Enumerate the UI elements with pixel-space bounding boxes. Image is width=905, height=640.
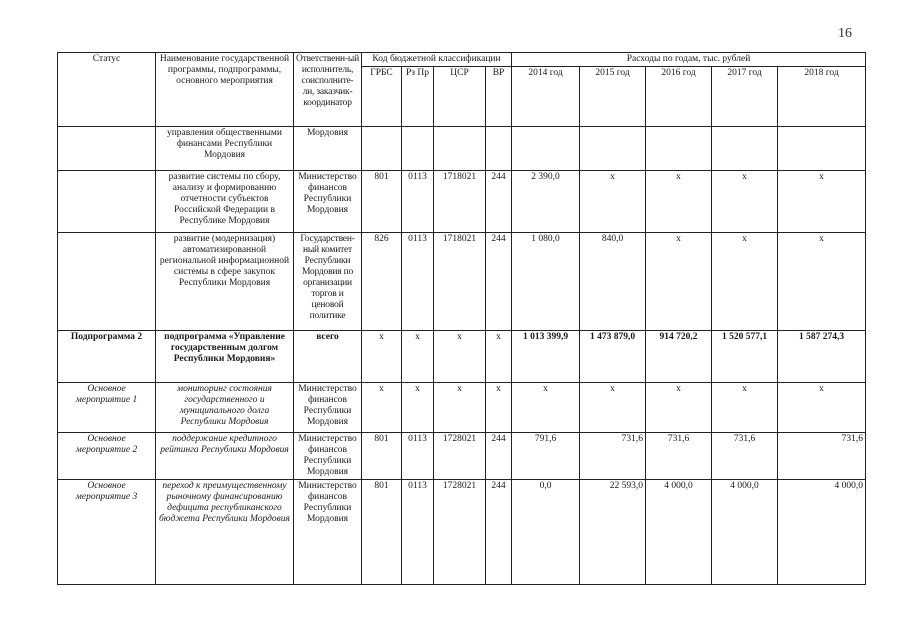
- row-vr: 244: [486, 233, 512, 331]
- row-csr: х: [434, 383, 486, 433]
- row-status: [58, 127, 156, 171]
- row-2014: 791,6: [512, 433, 580, 480]
- row-2015: [580, 127, 646, 171]
- row-csr: 1718021: [434, 233, 486, 331]
- header-year-2014: 2014 год: [512, 67, 580, 127]
- header-year-2015: 2015 год: [580, 67, 646, 127]
- row-2014: 1 080,0: [512, 233, 580, 331]
- row-vr: х: [486, 383, 512, 433]
- table-row: [58, 127, 866, 171]
- row-2017: х: [712, 233, 778, 331]
- header-responsible: Ответственн-ый исполнитель, соисполните-ли, заказчик-координатор: [294, 53, 362, 127]
- row-rzpr: х: [402, 383, 434, 433]
- row-2017: 1 520 577,1: [712, 331, 778, 383]
- row-vr: [486, 127, 512, 171]
- header-expenses: Расходы по годам, тыс. рублей: [512, 53, 866, 67]
- row-name: развитие (модернизация) автоматизированной региональной информационной системы в сфере закупок Республики Мордовия: [156, 233, 294, 331]
- row-grbs: [362, 127, 402, 171]
- row-2017: х: [712, 171, 778, 233]
- row-2016: 4 000,0: [646, 480, 712, 585]
- row-rzpr: х: [402, 331, 434, 383]
- row-grbs: х: [362, 383, 402, 433]
- row-2015: 1 473 879,0: [580, 331, 646, 383]
- row-csr: [434, 127, 486, 171]
- row-2015: х: [580, 383, 646, 433]
- row-vr: х: [486, 331, 512, 383]
- table-row: [58, 233, 866, 331]
- row-responsible: Министерство финансов Республики Мордовия: [294, 433, 362, 480]
- row-vr: 244: [486, 171, 512, 233]
- row-csr: 1728021: [434, 433, 486, 480]
- row-responsible: Министерство финансов Республики Мордовия: [294, 171, 362, 233]
- row-grbs: 801: [362, 433, 402, 480]
- row-2014: 1 013 399,9: [512, 331, 580, 383]
- row-rzpr: 0113: [402, 233, 434, 331]
- table-row: [58, 480, 866, 585]
- row-grbs: х: [362, 331, 402, 383]
- row-grbs: 826: [362, 233, 402, 331]
- row-2014: [512, 127, 580, 171]
- row-2018: 731,6: [778, 433, 866, 480]
- row-name: переход к преимущественному рыночному финансированию дефицита республиканского бюджета Республики Мордовия: [156, 480, 294, 585]
- row-rzpr: 0113: [402, 171, 434, 233]
- header-rzpr: Рз Пр: [402, 67, 434, 127]
- row-2017: х: [712, 383, 778, 433]
- row-rzpr: [402, 127, 434, 171]
- row-2016: х: [646, 383, 712, 433]
- row-status: Основное мероприятие 3: [58, 480, 156, 585]
- row-responsible: Министерство финансов Республики Мордовия: [294, 383, 362, 433]
- row-status: Основное мероприятие 1: [58, 383, 156, 433]
- row-name: подпрограмма «Управление государственным долгом Республики Мордовия»: [156, 331, 294, 383]
- row-csr: 1728021: [434, 480, 486, 585]
- row-status: Подпрограмма 2: [58, 331, 156, 383]
- row-2015: 22 593,0: [580, 480, 646, 585]
- row-2014: 0,0: [512, 480, 580, 585]
- row-name: поддержание кредитного рейтинга Республики Мордовия: [156, 433, 294, 480]
- row-rzpr: 0113: [402, 480, 434, 585]
- row-name: управления общественными финансами Республики Мордовия: [156, 127, 294, 171]
- row-2017: 4 000,0: [712, 480, 778, 585]
- row-2014: 2 390,0: [512, 171, 580, 233]
- row-2018: х: [778, 233, 866, 331]
- row-2016: 731,6: [646, 433, 712, 480]
- row-rzpr: 0113: [402, 433, 434, 480]
- row-2018: 4 000,0: [778, 480, 866, 585]
- row-2017: [712, 127, 778, 171]
- row-name: развитие системы по сбору, анализу и формированию отчетности субъектов Российской Федерации в Республике Мордовия: [156, 171, 294, 233]
- row-vr: 244: [486, 433, 512, 480]
- row-grbs: 801: [362, 171, 402, 233]
- header-grbs: ГРБС: [362, 67, 402, 127]
- row-2016: [646, 127, 712, 171]
- row-2016: 914 720,2: [646, 331, 712, 383]
- row-status: [58, 171, 156, 233]
- row-responsible: Государствен-ный комитет Республики Мордовия по организации торгов и ценовой политике: [294, 233, 362, 331]
- row-2018: [778, 127, 866, 171]
- header-name: Наименование государственной программы, подпрограммы, основного мероприятия: [156, 53, 294, 127]
- row-2014: х: [512, 383, 580, 433]
- row-vr: 244: [486, 480, 512, 585]
- row-grbs: 801: [362, 480, 402, 585]
- row-2018: х: [778, 383, 866, 433]
- row-2018: 1 587 274,3: [778, 331, 866, 383]
- header-vr: ВР: [486, 67, 512, 127]
- row-2015: х: [580, 171, 646, 233]
- row-status: Основное мероприятие 2: [58, 433, 156, 480]
- header-year-2017: 2017 год: [712, 67, 778, 127]
- page-number: 16: [838, 26, 852, 41]
- header-year-2018: 2018 год: [778, 67, 866, 127]
- row-name: мониторинг состояния государственного и муниципального долга Республики Мордовия: [156, 383, 294, 433]
- header-row-1: [58, 53, 866, 67]
- row-2015: 840,0: [580, 233, 646, 331]
- row-status: [58, 233, 156, 331]
- budget-table: [57, 52, 866, 585]
- table-row: [58, 433, 866, 480]
- row-responsible: Министерство финансов Республики Мордовия: [294, 480, 362, 585]
- row-2016: х: [646, 171, 712, 233]
- row-responsible: Мордовия: [294, 127, 362, 171]
- row-responsible: всего: [294, 331, 362, 383]
- table-row: [58, 331, 866, 383]
- row-2016: х: [646, 233, 712, 331]
- header-budget-code: Код бюджетной классификации: [362, 53, 512, 67]
- header-status: Статус: [58, 53, 156, 127]
- header-year-2016: 2016 год: [646, 67, 712, 127]
- row-2018: х: [778, 171, 866, 233]
- row-csr: х: [434, 331, 486, 383]
- row-csr: 1718021: [434, 171, 486, 233]
- row-2017: 731,6: [712, 433, 778, 480]
- table-row: [58, 171, 866, 233]
- header-csr: ЦСР: [434, 67, 486, 127]
- table-row: [58, 383, 866, 433]
- row-2015: 731,6: [580, 433, 646, 480]
